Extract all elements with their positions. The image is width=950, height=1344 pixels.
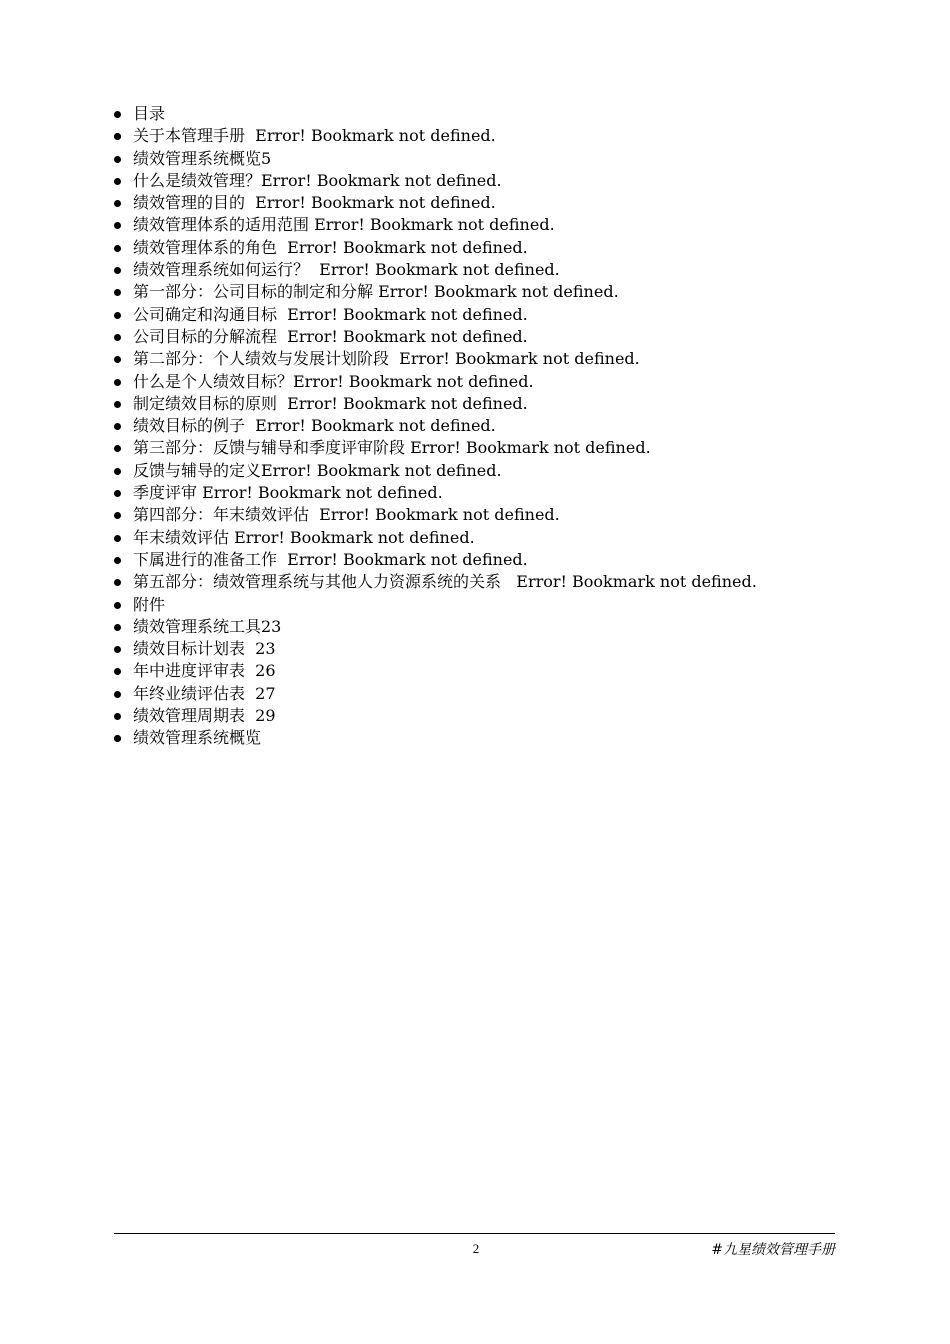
toc-entry[interactable] xyxy=(114,371,794,393)
toc-entry[interactable] xyxy=(114,214,794,236)
toc-entry[interactable] xyxy=(114,304,794,326)
toc-entry-label: 绩效目标的例子 Error! Bookmark not defined. xyxy=(133,416,496,436)
toc-entry[interactable] xyxy=(114,638,794,660)
toc-entry-label: 反馈与辅导的定义Error! Bookmark not defined. xyxy=(133,460,502,480)
toc-entry[interactable] xyxy=(114,281,794,303)
toc-entry[interactable] xyxy=(114,594,794,616)
bullet-icon xyxy=(114,289,121,296)
toc-entry-label: 绩效管理周期表 29 xyxy=(133,706,276,726)
toc-entry-label: 什么是个人绩效目标？Error! Bookmark not defined. xyxy=(133,371,534,391)
footer-document-title: #九星绩效管理手册 xyxy=(711,1242,835,1258)
toc-entry[interactable] xyxy=(114,616,794,638)
toc-entry-label: 年中进度评审表 26 xyxy=(133,661,276,681)
toc-entry-label: 公司目标的分解流程 Error! Bookmark not defined. xyxy=(133,326,528,346)
toc-entry-label: 季度评审 Error! Bookmark not defined. xyxy=(133,483,443,503)
toc-entry-label: 第三部分：反馈与辅导和季度评审阶段 Error! Bookmark not defined. xyxy=(133,438,651,458)
bullet-icon xyxy=(114,312,121,319)
bullet-icon xyxy=(114,579,121,586)
bullet-icon xyxy=(114,557,121,564)
toc-entry-label: 下属进行的准备工作 Error! Bookmark not defined. xyxy=(133,549,528,569)
bullet-icon xyxy=(114,490,121,497)
toc-entry[interactable] xyxy=(114,393,794,415)
toc-entry[interactable] xyxy=(114,482,794,504)
toc-entry[interactable] xyxy=(114,326,794,348)
bullet-icon xyxy=(114,646,121,653)
bullet-icon xyxy=(114,445,121,452)
bullet-icon xyxy=(114,200,121,207)
toc-entry[interactable] xyxy=(114,504,794,526)
toc-entry-label: 绩效管理的目的 Error! Bookmark not defined. xyxy=(133,193,496,213)
toc-entry[interactable] xyxy=(114,683,794,705)
toc-entry-label: 第四部分：年末绩效评估 Error! Bookmark not defined. xyxy=(133,505,560,525)
bullet-icon xyxy=(114,334,121,341)
bullet-icon xyxy=(114,512,121,519)
bullet-icon xyxy=(114,423,121,430)
toc-entry-label: 关于本管理手册 Error! Bookmark not defined. xyxy=(133,126,496,146)
toc-entry-label: 绩效管理体系的角色 Error! Bookmark not defined. xyxy=(133,237,528,257)
bullet-icon xyxy=(114,624,121,631)
bullet-icon xyxy=(114,668,121,675)
toc-entry[interactable] xyxy=(114,727,794,749)
bullet-icon xyxy=(114,401,121,408)
bullet-icon xyxy=(114,156,121,163)
toc-entry-label: 绩效目标计划表 23 xyxy=(133,639,276,659)
table-of-contents xyxy=(114,103,794,750)
toc-entry[interactable] xyxy=(114,148,794,170)
toc-entry-label: 目录 xyxy=(133,104,166,123)
bullet-icon xyxy=(114,111,121,118)
footer-divider xyxy=(114,1233,835,1234)
toc-entry[interactable] xyxy=(114,348,794,370)
bullet-icon xyxy=(114,245,121,252)
toc-entry[interactable] xyxy=(114,415,794,437)
toc-entry[interactable] xyxy=(114,103,794,125)
bullet-icon xyxy=(114,178,121,185)
toc-entry-label: 附件 xyxy=(133,594,166,614)
toc-entry[interactable] xyxy=(114,125,794,147)
toc-entry[interactable] xyxy=(114,237,794,259)
page-number: 2 xyxy=(472,1241,480,1256)
bullet-icon xyxy=(114,602,121,609)
toc-entry[interactable] xyxy=(114,192,794,214)
toc-entry-label: 第二部分：个人绩效与发展计划阶段 Error! Bookmark not defined. xyxy=(133,349,640,369)
toc-entry-label: 制定绩效目标的原则 Error! Bookmark not defined. xyxy=(133,393,528,413)
bullet-icon xyxy=(114,468,121,475)
toc-entry-label: 年终业绩评估表 27 xyxy=(133,683,276,703)
bullet-icon xyxy=(114,713,121,720)
bullet-icon xyxy=(114,535,121,542)
toc-entry-label: 什么是绩效管理？Error! Bookmark not defined. xyxy=(133,170,502,190)
bullet-icon xyxy=(114,356,121,363)
toc-entry[interactable] xyxy=(114,527,794,549)
toc-entry[interactable] xyxy=(114,705,794,727)
toc-entry-label: 第五部分：绩效管理系统与其他人力资源系统的关系 Error! Bookmark not defined. xyxy=(133,572,757,592)
toc-entry-label: 绩效管理系统概览5 xyxy=(133,148,272,168)
toc-entry-label: 第一部分：公司目标的制定和分解 Error! Bookmark not defined. xyxy=(133,282,619,302)
bullet-icon xyxy=(114,379,121,386)
toc-entry[interactable] xyxy=(114,549,794,571)
toc-entry-label: 绩效管理系统如何运行？ Error! Bookmark not defined. xyxy=(133,260,560,280)
toc-entry-label: 绩效管理体系的适用范围 Error! Bookmark not defined. xyxy=(133,215,555,235)
bullet-icon xyxy=(114,133,121,140)
toc-entry-label: 年末绩效评估 Error! Bookmark not defined. xyxy=(133,527,475,547)
toc-entry-label: 公司确定和沟通目标 Error! Bookmark not defined. xyxy=(133,304,528,324)
toc-entry[interactable] xyxy=(114,437,794,459)
toc-entry[interactable] xyxy=(114,660,794,682)
bullet-icon xyxy=(114,735,121,742)
toc-entry-label: 绩效管理系统概览 xyxy=(133,728,262,748)
toc-entry[interactable] xyxy=(114,259,794,281)
toc-entry[interactable] xyxy=(114,460,794,482)
bullet-icon xyxy=(114,691,121,698)
toc-entry[interactable] xyxy=(114,170,794,192)
toc-entry-label: 绩效管理系统工具23 xyxy=(133,616,282,636)
toc-entry[interactable] xyxy=(114,571,794,593)
bullet-icon xyxy=(114,222,121,229)
bullet-icon xyxy=(114,267,121,274)
